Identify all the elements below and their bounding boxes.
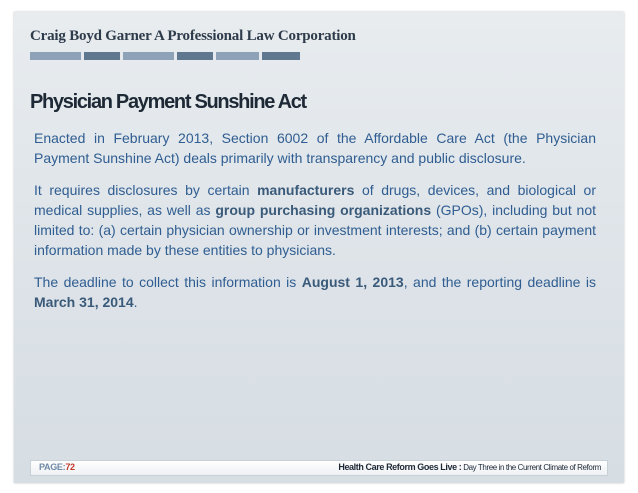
slide-footer — [30, 460, 608, 476]
divider-segment — [177, 52, 213, 60]
text-segment: The deadline to collect this information is — [34, 274, 302, 290]
slide — [14, 12, 624, 483]
divider-segment — [30, 52, 81, 60]
text-segment: , and the reporting deadline is — [403, 274, 596, 290]
emphasis-manufacturers: manufacturers — [257, 182, 355, 198]
page-indicator — [39, 462, 75, 472]
conference-subtitle: Day Three in the Current Climate of Reform — [461, 463, 601, 472]
paragraph-enacted: Enacted in February 2013, Section 6002 of the Affordable Care Act (the Physician Payment Sunshine Act) deals primarily with transparency and public disclosure. — [34, 130, 596, 166]
divider-segment — [216, 52, 259, 60]
emphasis-reporting-deadline: March 31, 2014 — [34, 294, 134, 310]
text-segment: of drugs, devices, and biological or medical supplies, as well as — [34, 182, 596, 218]
emphasis-gpos: group purchasing organizations — [215, 202, 432, 218]
paragraph-disclosures — [34, 180, 596, 260]
text-segment: . — [133, 294, 138, 310]
firm-name: Craig Boyd Garner A Professional Law Corporation — [30, 28, 356, 44]
text-segment: It requires disclosures by certain — [34, 182, 258, 198]
divider-segment — [84, 52, 120, 60]
slide-body — [34, 128, 596, 324]
emphasis-collect-deadline: August 1, 2013 — [301, 274, 404, 290]
slide-title: Physician Payment Sunshine Act — [30, 91, 306, 113]
page-label: PAGE: — [39, 462, 66, 472]
text-segment: (GPOs), including but not limited to: (a) certain physician ownership or investment interests; and (b) certain payment information made by these entities to physicians. — [34, 202, 597, 258]
conference-title: Health Care Reform Goes Live : — [338, 462, 462, 472]
header-divider-bar — [30, 52, 300, 60]
page-number: 72 — [65, 462, 75, 472]
paragraph-deadlines — [34, 272, 596, 312]
divider-segment — [262, 52, 300, 60]
conference-info — [338, 462, 601, 472]
divider-segment — [123, 52, 174, 60]
